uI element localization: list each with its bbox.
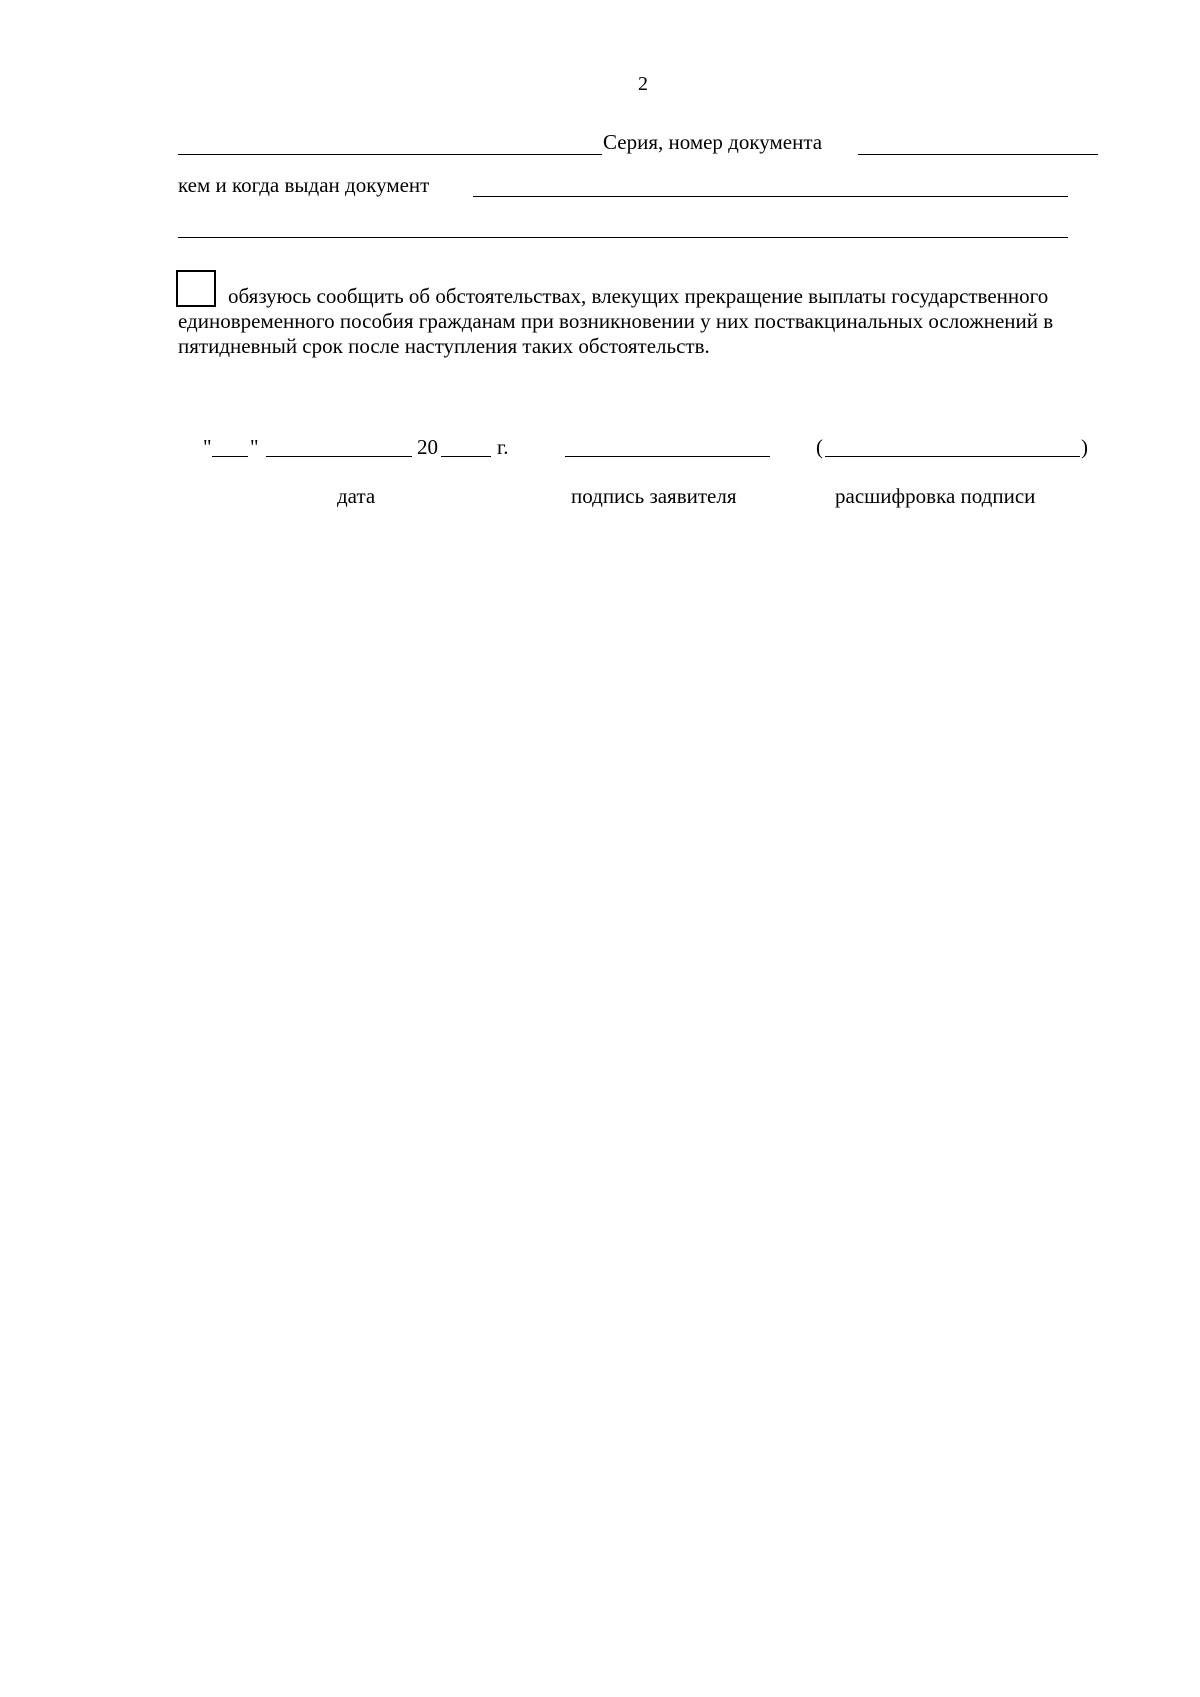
day-quote-open: " (203, 435, 212, 459)
year-field[interactable] (441, 456, 491, 457)
signature-decoding-field[interactable] (825, 456, 1080, 457)
commitment-line-3: пятидневный срок после наступления таких обстоятельств. (178, 334, 710, 358)
decoding-paren-close: ) (1081, 435, 1088, 459)
page-number: 2 (638, 73, 648, 95)
month-field[interactable] (266, 456, 412, 457)
year-prefix: 20 (417, 435, 438, 459)
caption-signature-decoding: расшифровка подписи (835, 484, 1036, 508)
issued-by-field-continued[interactable] (178, 237, 1068, 238)
caption-date: дата (337, 484, 376, 508)
document-series-label: Серия, номер документа (603, 130, 823, 154)
commitment-line-1: обязуюсь сообщить об обстоятельствах, влекущих прекращение выплаты государственного (228, 284, 1049, 308)
commitment-line-2: единовременного пособия гражданам при возникновении у них поствакцинальных осложнений в (178, 309, 1054, 333)
caption-signature: подпись заявителя (571, 484, 737, 508)
day-quote-close: " (250, 435, 259, 459)
document-series-field[interactable] (858, 154, 1098, 155)
document-name-field[interactable] (178, 154, 602, 155)
issued-by-label: кем и когда выдан документ (178, 173, 430, 197)
day-field[interactable] (212, 456, 248, 457)
signature-field[interactable] (565, 456, 770, 457)
commitment-text (178, 284, 1118, 359)
year-suffix: г. (497, 435, 509, 459)
decoding-paren-open: ( (816, 435, 823, 459)
issued-by-field[interactable] (473, 196, 1068, 197)
